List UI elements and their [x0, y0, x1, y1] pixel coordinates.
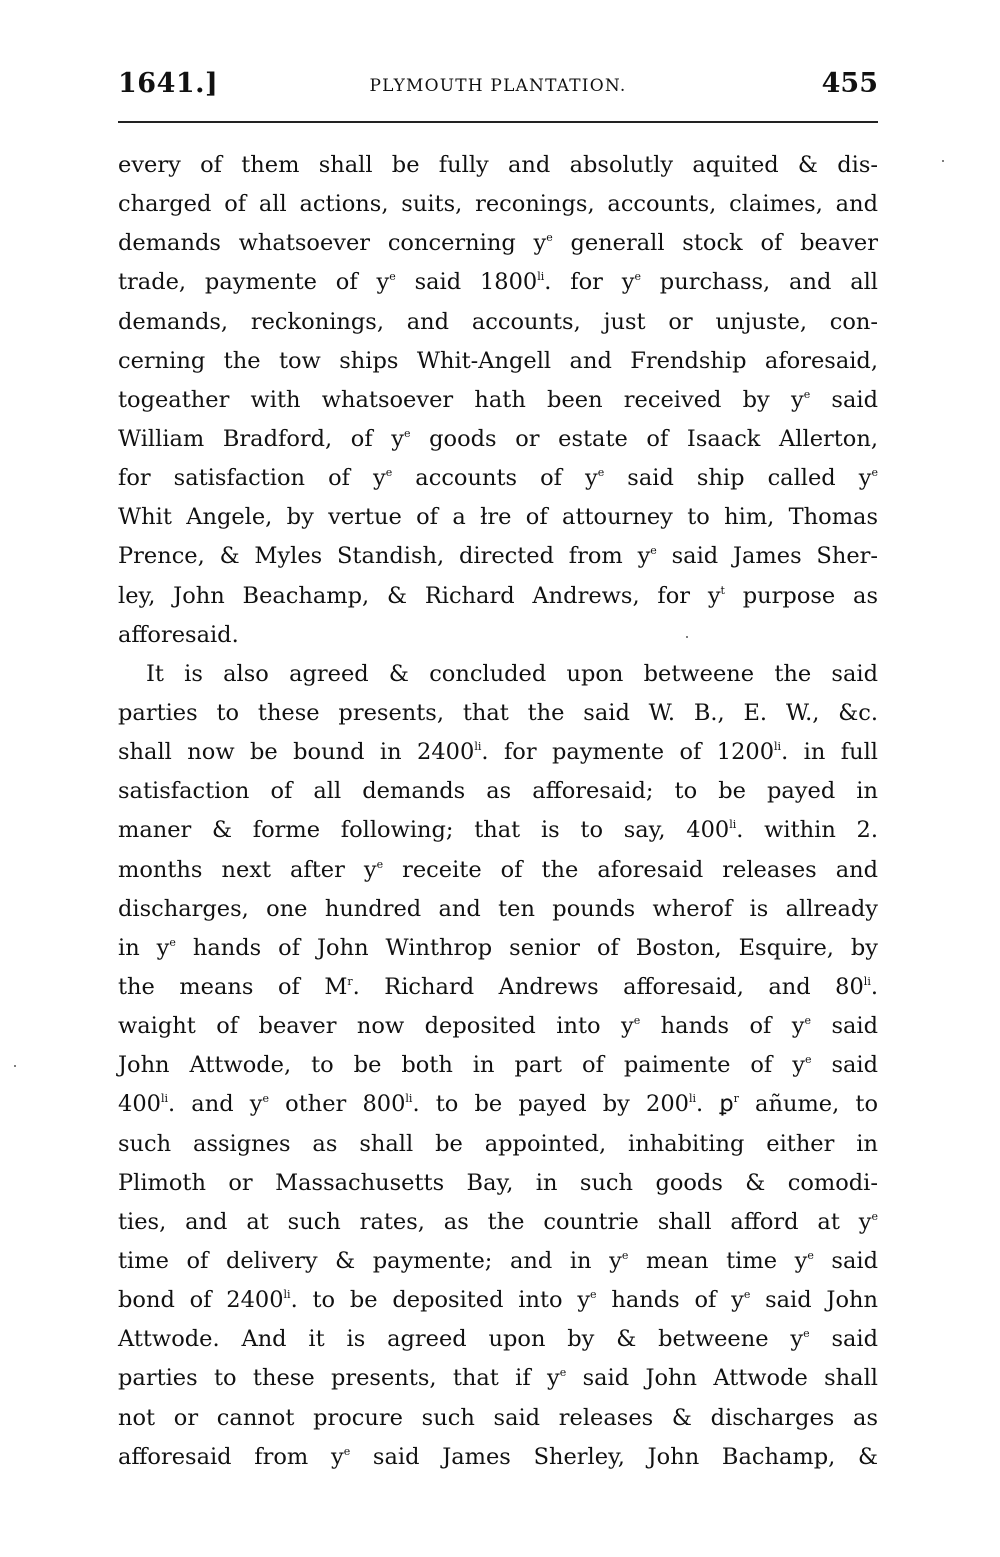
text-line: bond of $2400^{li}$. to be deposited into $y^e$ hands of $y^e$ said John [118, 1287, 878, 1314]
text-line: waight of beaver now deposited into $y^e$ hands of $y^e$ said [118, 1013, 879, 1040]
running-header [118, 62, 878, 112]
text-line: months next after $y^e$ receite of the aforesaid releases and [118, 856, 879, 883]
text-line: John Attwode, to be both in part of paimente of $y^e$ said [118, 1052, 879, 1079]
text-line: demands, reckonings, and accounts, just or unjuste, con- [118, 308, 878, 335]
text-line: discharges, one hundred and ten pounds wherof is allready [118, 895, 878, 922]
text-line: ley, John Beachamp, & Richard Andrews, for $y^t$ purpose as [118, 582, 878, 609]
text-line: togeather with whatsoever hath been received by $y^e$ said [118, 386, 878, 413]
text-line: not or cannot procure such said releases & discharges as [118, 1404, 878, 1431]
paragraph [118, 655, 878, 1477]
paragraph [118, 146, 878, 655]
text-line: Attwode. And it is agreed upon by & betweene $y^e$ said [118, 1326, 879, 1353]
scan-speck [942, 160, 944, 162]
text-line: cerning the tow ships Whit-Angell and Frendship aforesaid, [118, 347, 878, 374]
text-line: It is also agreed & concluded upon betweene the said [146, 660, 878, 687]
text-line: afforesaid from $y^e$ said James Sherley, John Bachamp, & [118, 1443, 879, 1470]
text-line: in $y^e$ hands of John Winthrop senior of Boston, Esquire, by [118, 934, 878, 961]
text-line: maner & forme following; that is to say, $400^{li}$. within 2. [118, 817, 878, 844]
header-title: PLYMOUTH PLANTATION. [369, 76, 627, 96]
text-line: afforesaid. [118, 621, 239, 648]
text-line: time of delivery & paymente; and in $y^e$ mean time $y^e$ said [118, 1247, 878, 1274]
text-line: charged of all actions, suits, reconings, accounts, claimes, and [118, 191, 878, 218]
text-line: such assignes as shall be appointed, inhabiting either in [118, 1130, 878, 1157]
text-line: shall now be bound in $2400^{li}$. for paymente of $1200^{li}$. in full [118, 739, 878, 766]
text-line: Whit Angele, by vertue of a łre of attourney to him, Thomas [118, 504, 878, 531]
text-line: $400^{li}$. and $y^e$ other $800^{li}$. to be payed by $200^{li}$. ꝑ$^r$ añume, to [118, 1091, 879, 1118]
scan-speck [14, 1065, 16, 1067]
text-line: satisfaction of all demands as afforesaid; to be payed in [118, 778, 878, 805]
text-line: parties to these presents, that the said W. B., E. W., &c. [118, 699, 878, 726]
text-line: William Bradford, of $y^e$ goods or estate of Isaack Allerton, [118, 425, 878, 452]
text-line: ties, and at such rates, as the countrie shall afford at $y^e$ [118, 1208, 878, 1235]
text-line: demands whatsoever concerning $y^e$ generall stock of beaver [118, 230, 878, 257]
text-line: the means of $M^r$. Richard Andrews afforesaid, and $80^{li}$. [118, 973, 878, 1000]
page-number: 455 [821, 68, 878, 99]
text-line: parties to these presents, that if $y^e$ said John Attwode shall [118, 1365, 878, 1392]
header-year: 1641.] [118, 68, 219, 99]
page-body [118, 146, 878, 1477]
header-rule [118, 121, 878, 123]
text-line: Prence, & Myles Standish, directed from $y^e$ said James Sher- [118, 543, 878, 570]
text-line: Plimoth or Massachusetts Bay, in such goods & comodi- [118, 1169, 878, 1196]
scan-speck [686, 636, 688, 638]
text-line: for satisfaction of $y^e$ accounts of $y^e$ said ship called $y^e$ [118, 465, 878, 492]
text-line: every of them shall be fully and absolutly aquited & dis- [118, 152, 878, 178]
text-line: trade, paymente of $y^e$ said $1800^{li}$. for $y^e$ purchass, and all [118, 269, 878, 296]
